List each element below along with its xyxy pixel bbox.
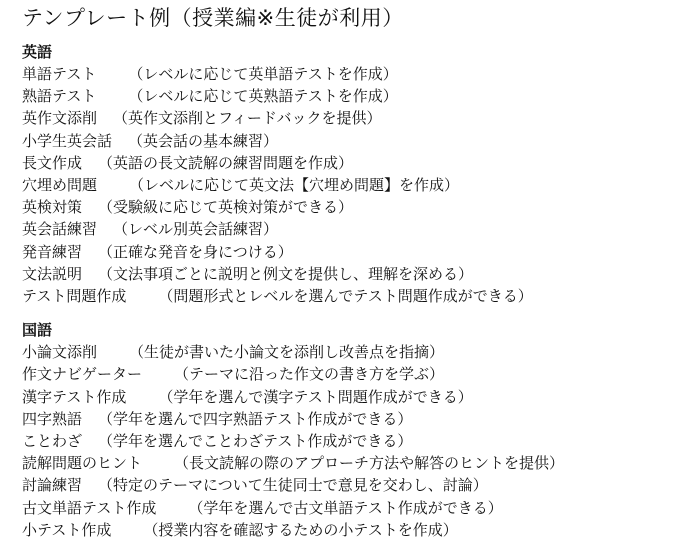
template-item: [22, 152, 694, 174]
template-item-description: （正確な発音を身につける）: [98, 242, 293, 261]
template-item-description: （レベルに応じて英熟語テストを作成）: [128, 87, 398, 106]
template-item-name: 英検対策: [22, 198, 83, 217]
template-item-description: （レベルに応じて英単語テストを作成）: [128, 65, 398, 83]
template-item-description: （英語の長文読解の練習問題を作成）: [98, 153, 354, 172]
template-item-description: （問題形式とレベルを選んでテスト問題作成ができる）: [158, 287, 533, 306]
template-item: [22, 107, 694, 129]
template-item-name: 発音練習: [22, 242, 83, 261]
template-item-description: （受験級に応じて英検対策ができる）: [98, 198, 354, 217]
template-item-name: 長文作成: [22, 153, 83, 172]
template-item-name: 小テスト作成: [22, 520, 112, 539]
template-item-name: 四字熟語: [22, 409, 83, 428]
template-list: [22, 63, 694, 307]
template-item-name: 古文単語テスト作成: [22, 498, 157, 517]
template-item-description: （レベルに応じて英文法【穴埋め問題】を作成）: [129, 176, 460, 195]
template-item-name: 穴埋め問題: [22, 176, 98, 195]
template-item-description: （生徒が書いた小論文を添削し改善点を指摘）: [129, 343, 445, 362]
template-item-description: （特定のテーマについて生徒同士で意見を交わし、討論）: [98, 476, 488, 495]
template-item-name: 文法説明: [22, 264, 83, 283]
section-japanese: [22, 319, 694, 541]
template-item-description: （長文読解の際のアプローチ方法や解答のヒントを提供）: [174, 454, 565, 473]
sections-container: [22, 41, 694, 541]
template-item-description: （授業内容を確認するための小テストを作成）: [143, 520, 458, 539]
template-item: [22, 63, 694, 85]
template-item-description: （文法事項ごとに説明と例文を提供し、理解を深める）: [98, 264, 474, 283]
template-item: [22, 386, 694, 408]
section-heading: 国語: [22, 321, 53, 340]
template-item-name: テスト問題作成: [22, 287, 127, 306]
template-item-name: 小学生英会話: [22, 131, 113, 150]
section-gap: [22, 307, 694, 319]
template-item-name: 作文ナビゲーター: [22, 365, 143, 384]
template-item: [22, 130, 694, 152]
template-item-name: 英会話練習: [22, 220, 98, 239]
page-title: テンプレート例（授業編※生徒が利用）: [22, 6, 404, 30]
template-item-description: （学年を選んで四字熟語テスト作成ができる）: [98, 409, 413, 428]
template-item: [22, 341, 694, 363]
template-item-name: 熟語テスト: [22, 87, 97, 106]
template-item: [22, 363, 694, 385]
template-item: [22, 285, 694, 307]
template-item-description: （学年を選んで古文単語テスト作成ができる）: [188, 498, 503, 517]
template-item: [22, 196, 694, 218]
template-item-description: （学年を選んでことわざテスト作成ができる）: [98, 432, 413, 451]
template-item-description: （学年を選んで漢字テスト問題作成ができる）: [158, 387, 473, 406]
template-list: [22, 341, 694, 541]
template-item-name: 単語テスト: [22, 65, 97, 83]
template-item: [22, 85, 694, 107]
template-item: [22, 474, 694, 496]
section-english: [22, 41, 694, 307]
template-item-name: 小論文添削: [22, 343, 98, 362]
template-item-name: 読解問題のヒント: [22, 454, 143, 473]
template-item: [22, 174, 694, 196]
template-item-description: （テーマに沿った作文の書き方を学ぶ）: [174, 365, 445, 384]
template-item-description: （レベル別英会話練習）: [113, 220, 279, 239]
template-item-description: （英作文添削とフィードバックを提供）: [113, 109, 382, 128]
template-item: [22, 452, 694, 474]
template-item: [22, 263, 694, 285]
template-item-name: 漢字テスト作成: [22, 387, 127, 406]
template-item: [22, 408, 694, 430]
template-item: [22, 241, 694, 263]
template-item: [22, 430, 694, 452]
template-item: [22, 218, 694, 240]
template-item-name: 英作文添削: [22, 109, 98, 128]
template-item-description: （英会話の基本練習）: [128, 131, 279, 150]
template-item-name: ことわざ: [22, 432, 83, 451]
template-item: [22, 519, 694, 541]
template-item-name: 討論練習: [22, 476, 83, 495]
template-item: [22, 497, 694, 519]
section-heading: 英語: [22, 43, 53, 61]
